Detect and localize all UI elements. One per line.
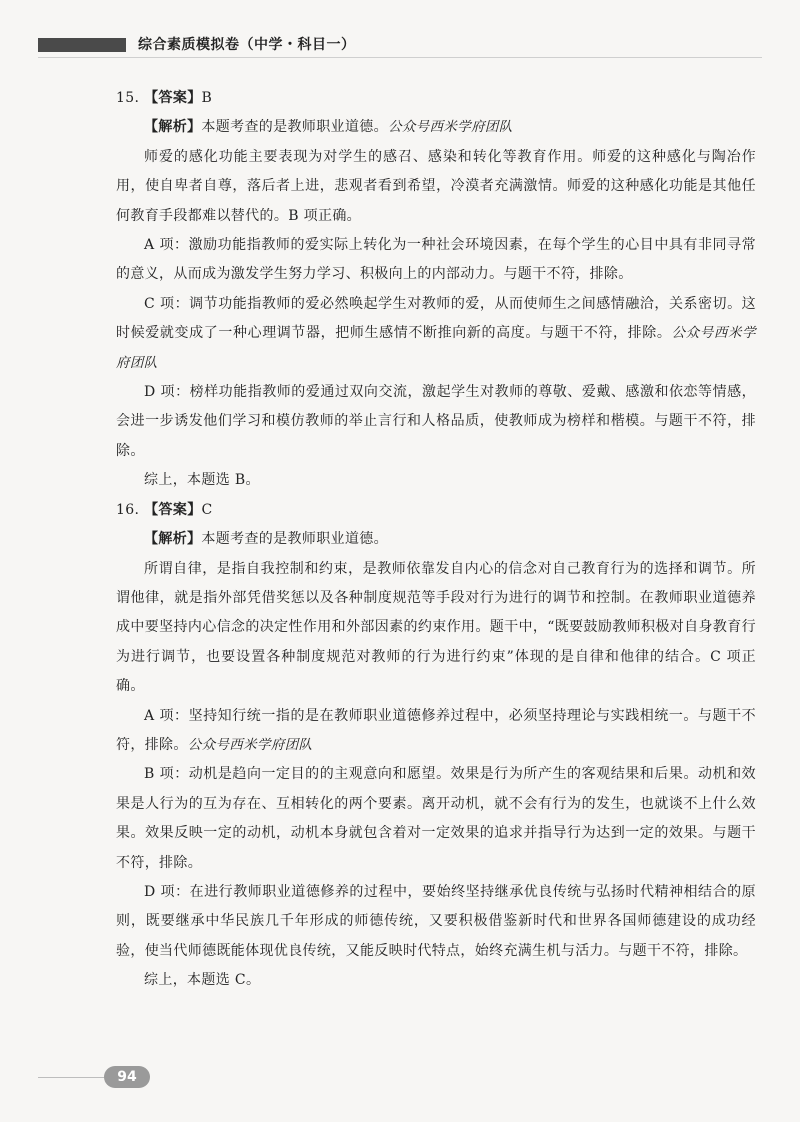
q15-option-c-text: C 项：调节功能指教师的爱必然唤起学生对教师的爱，从而使师生之间感情融洽，关系密切。这时候爱就变成了一种心理调节器，把师生感情不断推向新的高度。与题干不符，排除。 bbox=[116, 295, 756, 342]
q16-paragraph-1: 所谓自律，是指自我控制和约束，是教师依靠发自内心的信念对自己教育行为的选择和调节。所谓他律，就是指外部凭借奖惩以及各种制度规范等手段对行为进行的调节和控制。在教师职业道德养成中要坚持内心信念的决定性作用和外部因素的约束作用。题干中，“既要鼓励教师积极对自身教育行为进行调节，也要设置各种制度规范对教师的行为进行约束”体现的是自律和他律的结合。C 项正确。 bbox=[116, 560, 756, 695]
header-divider bbox=[38, 57, 762, 58]
q15-option-a: A 项：激励功能指教师的爱实际上转化为一种社会环境因素，在每个学生的心目中具有非同寻常的意义，从而成为激发学生努力学习、积极向上的内部动力。与题干不符，排除。 bbox=[116, 237, 756, 283]
q16-option-b: B 项：动机是趋向一定目的的主观意向和愿望。效果是行为所产生的客观结果和后果。动机和效果是人行为的互为存在、互相转化的两个要素。离开动机，就不会有行为的发生，也就谈不上什么效果。效果反映一定的动机，动机本身就包含着对一定效果的追求并指导行为达到一定的效果。与题干不符，排除。 bbox=[116, 766, 756, 871]
q15-analysis-line bbox=[116, 113, 756, 142]
page-content bbox=[116, 84, 756, 996]
q15-option-c bbox=[116, 290, 756, 378]
q16-analysis-line bbox=[116, 525, 756, 554]
q16-answer-value: C bbox=[201, 501, 213, 518]
q15-analysis-intro: 本题考查的是教师职业道德。 bbox=[201, 119, 388, 136]
q16-option-a bbox=[116, 702, 756, 761]
q16-analysis-intro: 本题考查的是教师职业道德。 bbox=[201, 531, 388, 548]
q15-paragraph-1: 师爱的感化功能主要表现为对学生的感召、感染和转化等教育作用。师爱的这种感化与陶冶作用，使自卑者自尊，落后者上进，悲观者看到希望，冷漠者充满激情。师爱的这种感化功能是其他任何教育手段都难以替代的。B 项正确。 bbox=[116, 148, 756, 224]
q16-answer-label: 【答案】 bbox=[144, 501, 202, 518]
q15-answer-line bbox=[116, 84, 756, 113]
q16-answer-line bbox=[116, 496, 756, 525]
q15-watermark-1: 公众号西米学府团队 bbox=[387, 119, 513, 136]
q16-analysis-label: 【解析】 bbox=[144, 531, 202, 548]
q15-answer-label: 【答案】 bbox=[144, 90, 202, 106]
q16-option-d: D 项：在进行教师职业道德修养的过程中，要始终坚持继承优良传统与弘扬时代精神相结合的原则，既要继承中华民族几千年形成的师德传统，又要积极借鉴新时代和世界各国师德建设的成功经验，使当代师德既能体现优良传统，又能反映时代特点，始终充满生机与活力。与题干不符，排除。 bbox=[116, 883, 756, 959]
page-number: 94 bbox=[104, 1066, 150, 1088]
q15-summary: 综上，本题选 B。 bbox=[144, 472, 260, 489]
header-decoration-bar bbox=[38, 38, 126, 52]
q15-number: 15. bbox=[116, 90, 140, 106]
q15-answer-value: B bbox=[201, 90, 213, 106]
q15-analysis-label: 【解析】 bbox=[144, 119, 202, 136]
q16-number: 16. bbox=[116, 501, 140, 518]
q15-option-d: D 项：榜样功能指教师的爱通过双向交流，激起学生对教师的尊敬、爱戴、感激和依恋等情感，会进一步诱发他们学习和模仿教师的举止言行和人格品质，使教师成为榜样和楷模。与题干不符，排除。 bbox=[116, 384, 756, 459]
header-title: 综合素质模拟卷（中学・科目一） bbox=[138, 37, 356, 53]
q16-option-a-text: A 项：坚持知行统一指的是在教师职业道德修养过程中，必须坚持理论与实践相统一。与题干不符，排除。 bbox=[116, 707, 756, 753]
q15-watermark-2: 公众号西米学府团队 bbox=[116, 325, 756, 371]
q16-watermark-3: 公众号西米学府团队 bbox=[187, 736, 313, 753]
q16-summary: 综上，本题选 C。 bbox=[144, 972, 261, 989]
